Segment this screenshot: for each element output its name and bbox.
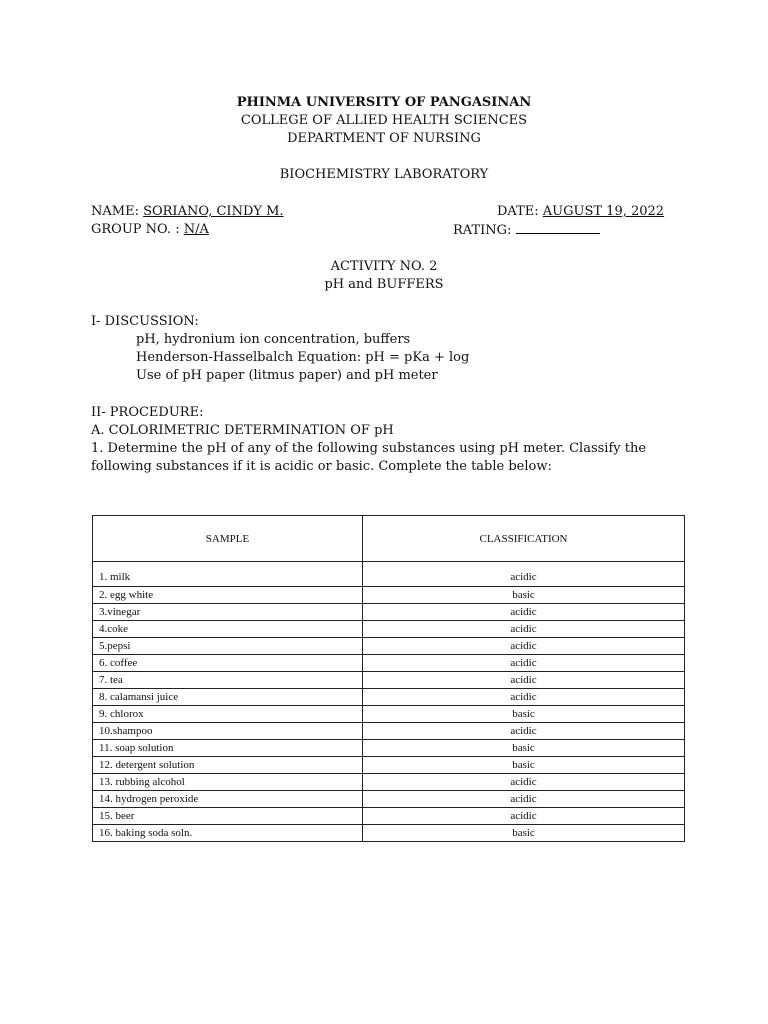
table-row xyxy=(93,825,685,842)
sample-cell: 1. milk xyxy=(93,562,363,587)
rating-label: RATING: xyxy=(453,223,516,238)
group-field xyxy=(91,222,209,237)
sample-cell: 6. coffee xyxy=(93,655,363,672)
classification-cell: acidic xyxy=(363,562,685,587)
discussion-heading: I- DISCUSSION: xyxy=(91,314,199,329)
sample-cell: 15. beer xyxy=(93,808,363,825)
date-value: AUGUST 19, 2022 xyxy=(542,204,665,219)
sample-header: SAMPLE xyxy=(93,516,363,562)
classification-header: CLASSIFICATION xyxy=(363,516,685,562)
table-header-row xyxy=(93,516,685,562)
sample-cell: 14. hydrogen peroxide xyxy=(93,791,363,808)
table-row xyxy=(93,689,685,706)
classification-cell: basic xyxy=(363,740,685,757)
procedure-section: A. COLORIMETRIC DETERMINATION OF pH xyxy=(91,423,394,438)
group-value: N/A xyxy=(183,222,209,237)
sample-cell: 12. detergent solution xyxy=(93,757,363,774)
group-label: GROUP NO. : xyxy=(91,222,184,237)
sample-cell: 13. rubbing alcohol xyxy=(93,774,363,791)
classification-cell: acidic xyxy=(363,604,685,621)
classification-table xyxy=(92,515,685,842)
sample-cell: 11. soap solution xyxy=(93,740,363,757)
sample-cell: 16. baking soda soln. xyxy=(93,825,363,842)
classification-cell: acidic xyxy=(363,774,685,791)
sample-cell: 2. egg white xyxy=(93,587,363,604)
classification-cell: basic xyxy=(363,706,685,723)
table-row xyxy=(93,621,685,638)
sample-cell: 3.vinegar xyxy=(93,604,363,621)
classification-cell: acidic xyxy=(363,672,685,689)
table-row xyxy=(93,757,685,774)
table-row xyxy=(93,808,685,825)
table-row xyxy=(93,706,685,723)
date-field xyxy=(497,204,664,219)
discussion-line: pH, hydronium ion concentration, buffers xyxy=(136,332,411,347)
classification-cell: acidic xyxy=(363,808,685,825)
sample-cell: 9. chlorox xyxy=(93,706,363,723)
department-name: DEPARTMENT OF NURSING xyxy=(287,131,481,146)
sample-cell: 5.pepsi xyxy=(93,638,363,655)
sample-cell: 7. tea xyxy=(93,672,363,689)
procedure-instruction: following substances if it is acidic or basic. Complete the table below: xyxy=(91,459,552,474)
table-row xyxy=(93,562,685,587)
date-label: DATE: xyxy=(497,204,543,219)
sample-cell: 8. calamansi juice xyxy=(93,689,363,706)
classification-cell: basic xyxy=(363,587,685,604)
table-row xyxy=(93,723,685,740)
name-label: NAME: xyxy=(91,204,144,219)
rating-field xyxy=(453,222,600,238)
rating-blank xyxy=(516,222,600,234)
activity-title: pH and BUFFERS xyxy=(324,277,444,292)
table-row xyxy=(93,638,685,655)
classification-cell: basic xyxy=(363,825,685,842)
classification-cell: acidic xyxy=(363,621,685,638)
sample-cell: 4.coke xyxy=(93,621,363,638)
classification-cell: basic xyxy=(363,757,685,774)
table-row xyxy=(93,791,685,808)
name-value: SORIANO, CINDY M. xyxy=(143,204,284,219)
college-name: COLLEGE OF ALLIED HEALTH SCIENCES xyxy=(240,113,528,128)
procedure-heading: II- PROCEDURE: xyxy=(91,405,204,420)
classification-cell: acidic xyxy=(363,791,685,808)
table-row xyxy=(93,672,685,689)
discussion-line: Henderson-Hasselbalch Equation: pH = pKa + log xyxy=(136,350,470,365)
name-field xyxy=(91,204,284,219)
procedure-instruction: 1. Determine the pH of any of the following substances using pH meter. Classify the xyxy=(91,441,647,456)
table-row xyxy=(93,587,685,604)
table-row xyxy=(93,655,685,672)
discussion-line: Use of pH paper (litmus paper) and pH meter xyxy=(136,368,438,383)
classification-cell: acidic xyxy=(363,723,685,740)
classification-cell: acidic xyxy=(363,689,685,706)
lab-title: BIOCHEMISTRY LABORATORY xyxy=(279,167,489,182)
table-row xyxy=(93,740,685,757)
table-row xyxy=(93,774,685,791)
classification-cell: acidic xyxy=(363,638,685,655)
university-name: PHINMA UNIVERSITY OF PANGASINAN xyxy=(236,95,532,110)
activity-number: ACTIVITY NO. 2 xyxy=(330,259,438,274)
table-row xyxy=(93,604,685,621)
classification-cell: acidic xyxy=(363,655,685,672)
sample-cell: 10.shampoo xyxy=(93,723,363,740)
